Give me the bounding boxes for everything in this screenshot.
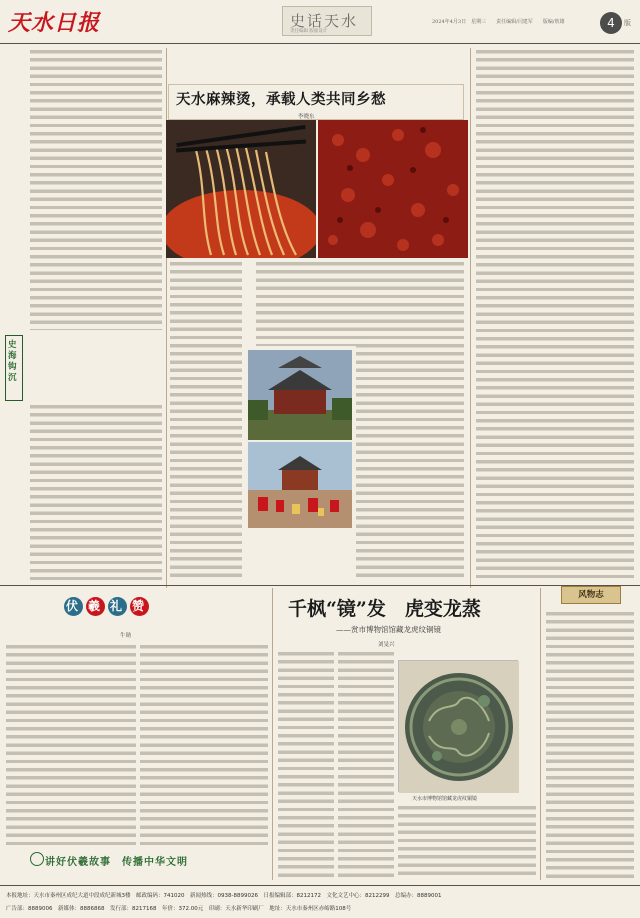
column-rule [470, 48, 471, 588]
temple-courtyard-photo [248, 442, 352, 528]
section-title: 史话天水 [290, 12, 359, 30]
fuxi-title-char: 伏 [64, 597, 83, 616]
lead-text-column [256, 262, 356, 346]
fuxi-byline: 牛勋 [120, 633, 132, 639]
page-suffix: 版 [624, 19, 631, 27]
lead-text-column [170, 262, 242, 580]
column-rule [540, 588, 541, 880]
pepper-photo [318, 120, 468, 258]
footer-contact: 本报地址：天水市秦州区成纪大道中段成纪新城3楼 邮政编码：741020 新闻热线：0938-8899026 日报编辑部：8212172 文化文艺中心：8212299 总编办：8889001 [6, 893, 442, 899]
fuxi-title [64, 596, 152, 616]
lead-text-column [476, 50, 634, 580]
fengwu-text-column [546, 612, 634, 878]
fengwu-tag: 风物志 [561, 586, 621, 604]
slogan-icon [30, 852, 44, 866]
mirror-text-column [398, 806, 536, 878]
mirror-caption: 天水市博物馆馆藏龙虎纹铜镜 [412, 796, 478, 802]
footer-info: 广告部：8889006 新媒体：8886868 发行部：8217168 年价：372.00元 印刷：天水新华印刷厂 地址：天水市秦州区赤峪路108号 [6, 906, 352, 912]
lead-headline: 天水麻辣烫，承载人类共同乡愁 [176, 91, 386, 108]
mirror-byline: 刘旻兴 [378, 642, 395, 648]
fuxi-text-column [6, 645, 136, 845]
fuxi-text-column [140, 645, 268, 845]
newspaper-logo: 天水日报 [8, 10, 101, 36]
section-divider [0, 585, 640, 586]
lead-text-column [356, 262, 464, 580]
bronze-mirror-photo [398, 660, 518, 792]
lead-text-column [30, 50, 162, 330]
fuxi-title-char: 赞 [130, 597, 149, 616]
temple-photo [248, 350, 352, 440]
footer [0, 885, 640, 918]
lead-text-column [30, 405, 162, 580]
side-tag-label: 史 海 钩 沉 [8, 340, 17, 383]
mirror-subhead: ——赏市博物馆馆藏龙虎纹铜镜 [336, 625, 441, 634]
page-number: 4 [600, 12, 622, 34]
issue-info: 2024年4月3日 星期三 责任编辑/闫建军 版编/敖雄 [432, 19, 565, 25]
mirror-text-column [278, 652, 334, 878]
fuxi-title-char: 羲 [86, 597, 105, 616]
column-rule [272, 588, 273, 880]
lead-byline: 李晓东 [298, 114, 315, 120]
mirror-headline: 千枫“镜”发 虎变龙蒸 [288, 598, 481, 620]
noodle-photo [166, 120, 316, 258]
mirror-text-column [338, 652, 394, 878]
section-subtitle: 责任编辑 版面设计 [290, 29, 328, 34]
slogan-banner: 讲好伏羲故事 传播中华文明 [45, 857, 188, 868]
fuxi-title-char: 礼 [108, 597, 127, 616]
